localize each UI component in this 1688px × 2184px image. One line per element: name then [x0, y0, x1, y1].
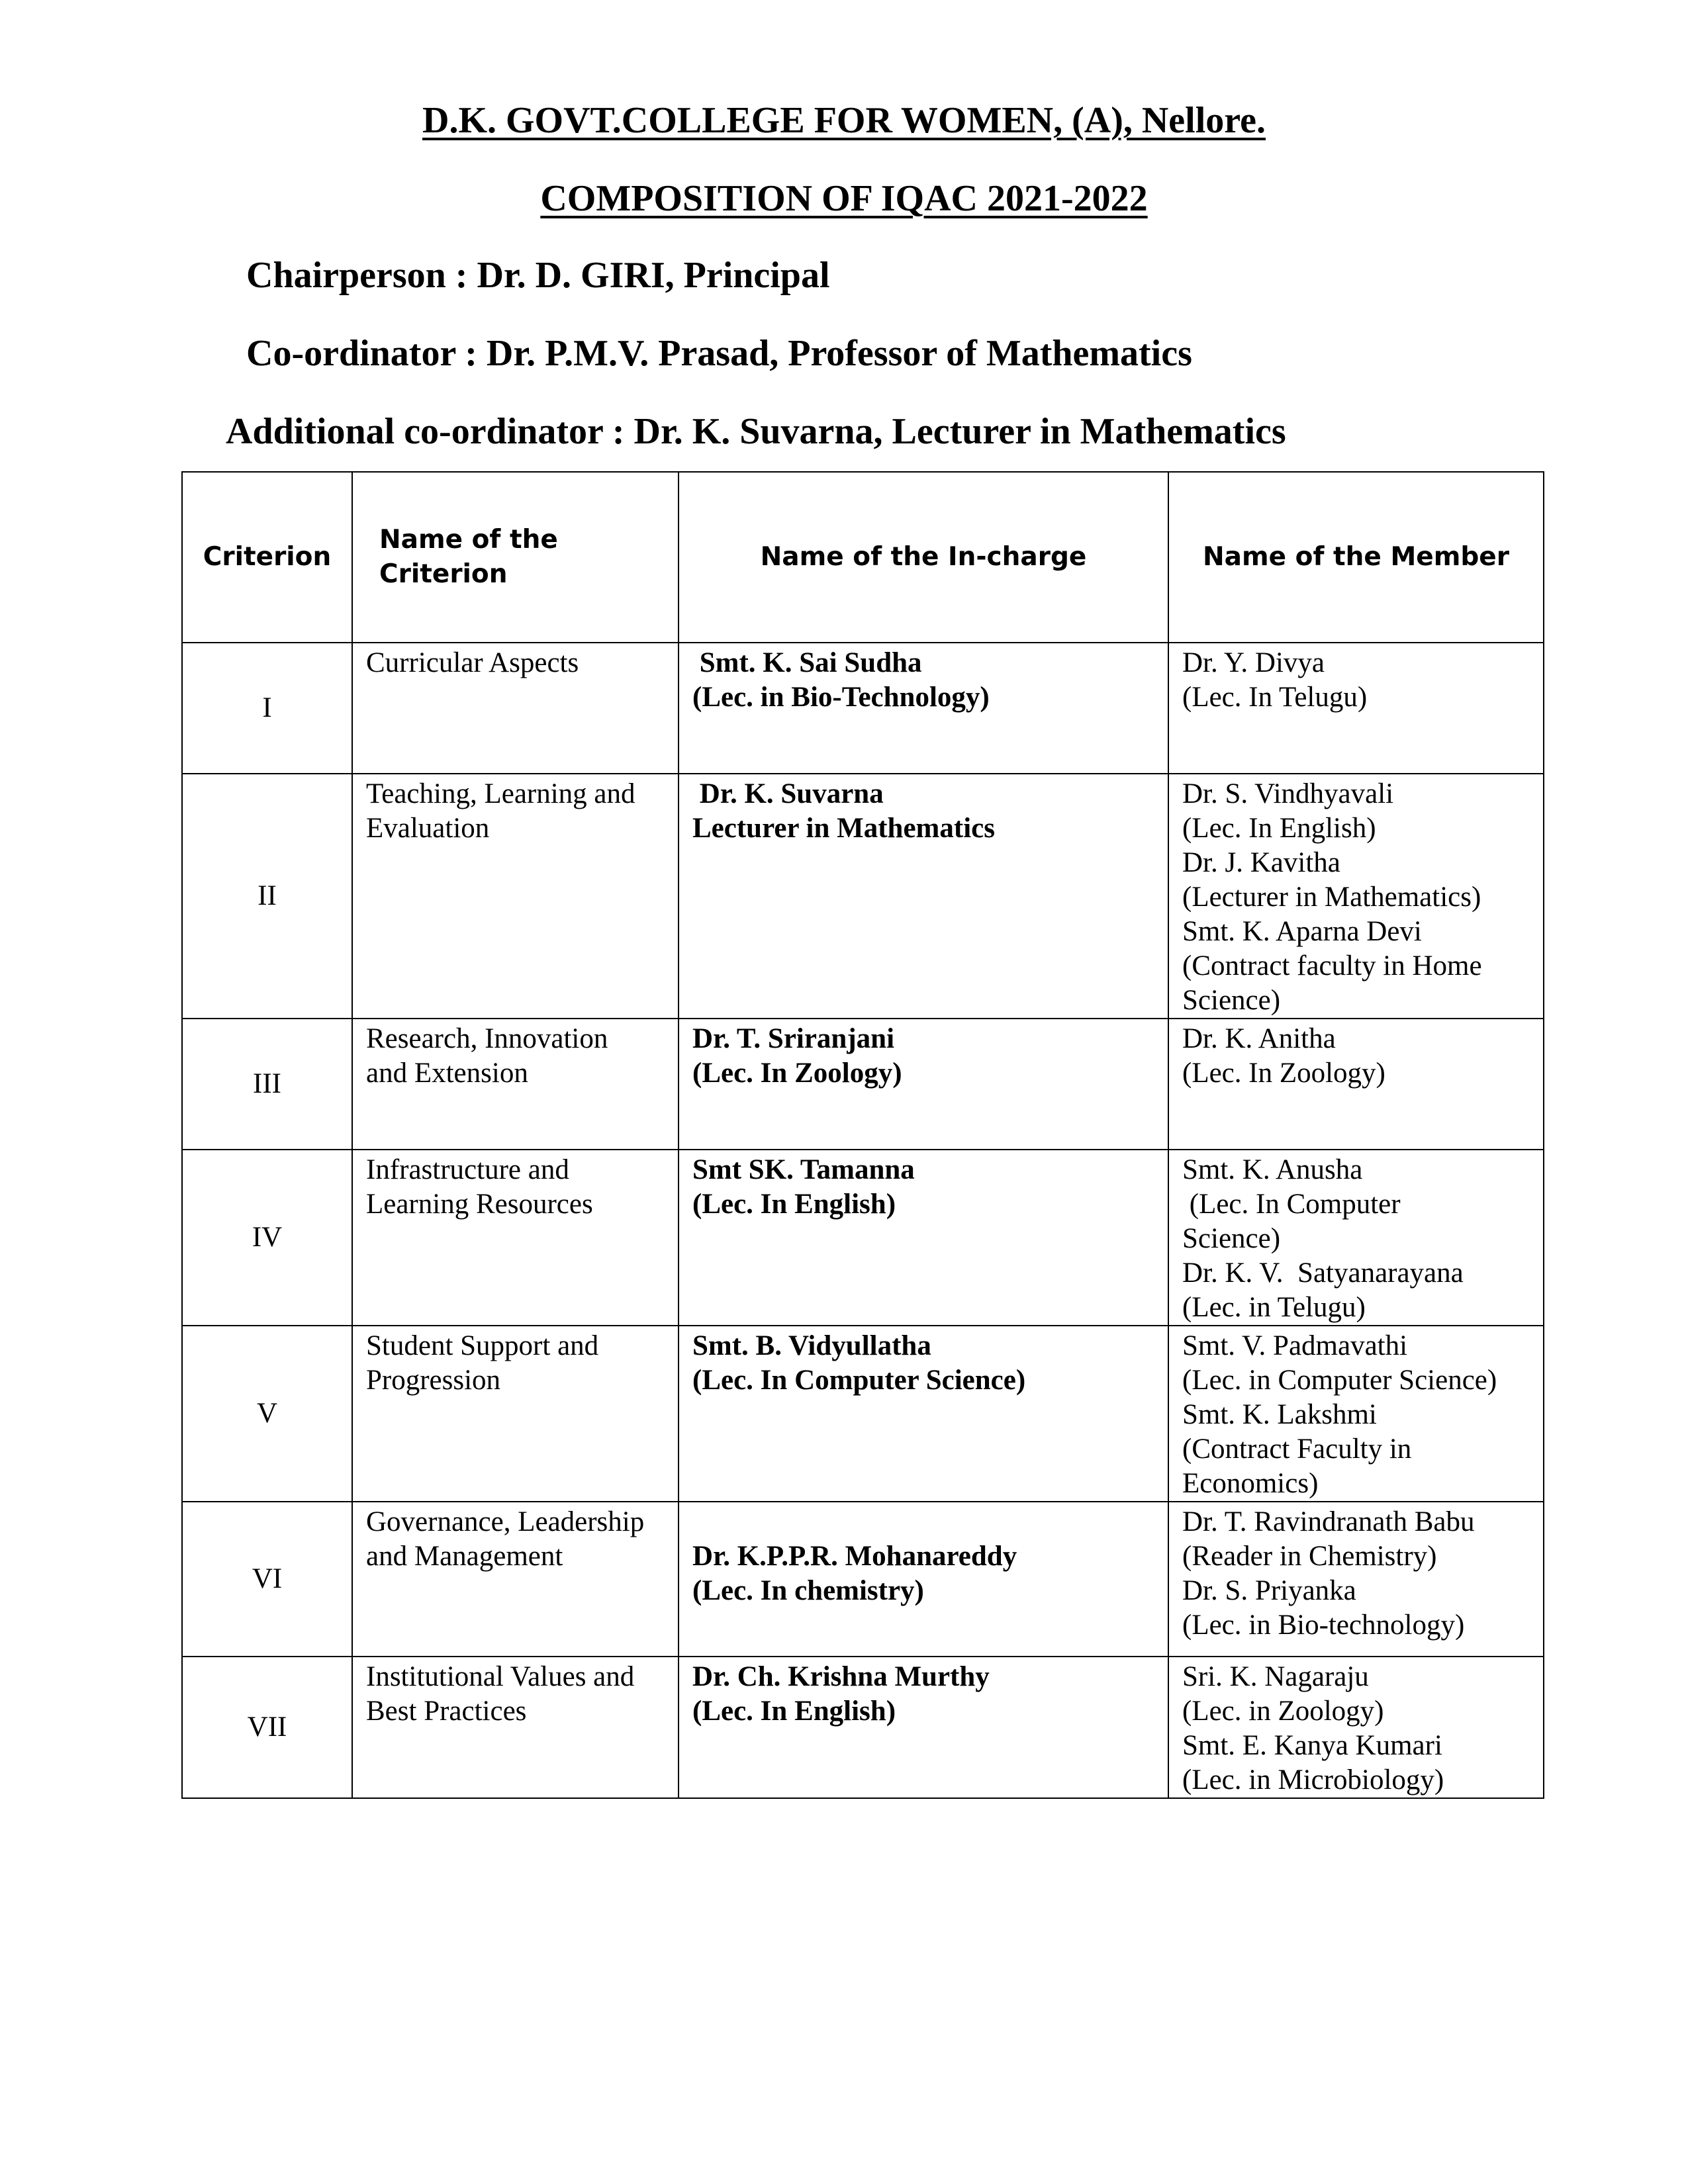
member-names-cell	[1168, 1657, 1544, 1798]
member-names-cell	[1168, 1150, 1544, 1326]
criterion-number: VI	[182, 1502, 352, 1657]
incharge-name-cell	[679, 1326, 1168, 1502]
column-header-criterion: Criterion	[182, 472, 352, 643]
member-names-line: Dr. K. Anitha	[1182, 1023, 1336, 1054]
criterion-number: III	[182, 1019, 352, 1150]
criterion-name-cell	[352, 774, 679, 1019]
incharge-name-line: Smt SK. Tamanna	[692, 1154, 915, 1185]
criterion-name-line: Governance, Leadership	[366, 1506, 645, 1537]
coordinator-line: Co-ordinator : Dr. P.M.V. Prasad, Professor of Mathematics	[246, 333, 1192, 374]
member-names-line: Science)	[1182, 985, 1281, 1016]
criterion-name-line: and Extension	[366, 1058, 528, 1089]
criterion-number: II	[182, 774, 352, 1019]
criterion-name-line: Curricular Aspects	[366, 647, 579, 678]
criterion-number: VII	[182, 1657, 352, 1798]
member-names-line: Smt. K. Anusha	[1182, 1154, 1363, 1185]
chairperson-line: Chairperson : Dr. D. GIRI, Principal	[246, 255, 830, 296]
column-header-incharge: Name of the In-charge	[679, 472, 1168, 643]
table-row	[182, 1657, 1544, 1798]
criterion-name-line: Progression	[366, 1365, 501, 1396]
member-names-line: Smt. K. Lakshmi	[1182, 1399, 1377, 1430]
member-names-line: Sri. K. Nagaraju	[1182, 1661, 1369, 1692]
criterion-name-cell	[352, 1019, 679, 1150]
incharge-name-cell	[679, 643, 1168, 774]
incharge-name-line: (Lec. In Zoology)	[692, 1058, 902, 1089]
criterion-number: IV	[182, 1150, 352, 1326]
member-names-cell	[1168, 1019, 1544, 1150]
criterion-number: I	[182, 643, 352, 774]
member-names-line: (Lec. in Telugu)	[1182, 1292, 1366, 1323]
incharge-name-cell	[679, 1150, 1168, 1326]
member-names-cell	[1168, 1502, 1544, 1657]
column-header-criterion-name: Name of the Criterion	[352, 472, 679, 643]
member-names-line: Economics)	[1182, 1468, 1319, 1499]
member-names-line: Science)	[1182, 1223, 1281, 1254]
incharge-name-line	[692, 1505, 1154, 1539]
incharge-name-line: Smt. B. Vidyullatha	[692, 1330, 931, 1361]
table-row	[182, 774, 1544, 1019]
member-names-line: (Lec. in Microbiology)	[1182, 1764, 1444, 1796]
incharge-name-line: Smt. K. Sai Sudha	[692, 647, 922, 678]
iqac-composition-table	[181, 471, 1544, 1799]
criterion-name-line: Institutional Values and	[366, 1661, 635, 1692]
member-names-line: (Lec. In Telugu)	[1182, 682, 1368, 713]
member-names-line: Dr. K. V. Satyanarayana	[1182, 1257, 1464, 1289]
incharge-name-cell	[679, 1019, 1168, 1150]
member-names-line: (Contract faculty in Home	[1182, 950, 1482, 981]
criterion-name-line: Student Support and	[366, 1330, 599, 1361]
member-names-cell	[1168, 1326, 1544, 1502]
table-row	[182, 1502, 1544, 1657]
incharge-name-line: (Lec. In English)	[692, 1696, 896, 1727]
incharge-name-cell	[679, 774, 1168, 1019]
member-names-line: (Lec. In English)	[1182, 813, 1376, 844]
incharge-name-cell	[679, 1502, 1168, 1657]
member-names-cell	[1168, 774, 1544, 1019]
member-names-line: Dr. S. Vindhyavali	[1182, 778, 1394, 809]
criterion-name-line: Research, Innovation	[366, 1023, 608, 1054]
additional-coordinator-line: Additional co-ordinator : Dr. K. Suvarna, Lecturer in Mathematics	[226, 411, 1286, 452]
member-names-line: (Lec. In Zoology)	[1182, 1058, 1385, 1089]
criterion-name-cell	[352, 1326, 679, 1502]
college-title: D.K. GOVT.COLLEGE FOR WOMEN, (A), Nellore.	[422, 100, 1266, 141]
member-names-line: Smt. E. Kanya Kumari	[1182, 1730, 1442, 1761]
incharge-name-line: Lecturer in Mathematics	[692, 813, 995, 844]
criterion-name-line: Best Practices	[366, 1696, 527, 1727]
incharge-name-line: (Lec. In English)	[692, 1189, 896, 1220]
table-row	[182, 643, 1544, 774]
criterion-name-cell	[352, 643, 679, 774]
member-names-line: Dr. Y. Divya	[1182, 647, 1325, 678]
criterion-name-line: Learning Resources	[366, 1189, 593, 1220]
table-header-row	[182, 472, 1544, 643]
member-names-cell	[1168, 643, 1544, 774]
member-names-line: Dr. J. Kavitha	[1182, 847, 1340, 878]
member-names-line: Dr. T. Ravindranath Babu	[1182, 1506, 1475, 1537]
table-body	[182, 643, 1544, 1798]
incharge-name-line: (Lec. In chemistry)	[692, 1575, 924, 1606]
table-row	[182, 1019, 1544, 1150]
member-names-line: (Reader in Chemistry)	[1182, 1541, 1437, 1572]
document-title: COMPOSITION OF IQAC 2021-2022	[540, 178, 1148, 219]
member-names-line: (Lec. in Bio-technology)	[1182, 1610, 1465, 1641]
incharge-name-line: (Lec. in Bio-Technology)	[692, 682, 990, 713]
member-names-line: (Lecturer in Mathematics)	[1182, 882, 1481, 913]
criterion-name-line: Evaluation	[366, 813, 490, 844]
member-names-line: Smt. K. Aparna Devi	[1182, 916, 1422, 947]
criterion-name-line: and Management	[366, 1541, 563, 1572]
incharge-name-line: Dr. T. Sriranjani	[692, 1023, 895, 1054]
criterion-name-cell	[352, 1150, 679, 1326]
member-names-line: (Lec. in Computer Science)	[1182, 1365, 1497, 1396]
member-names-line: Smt. V. Padmavathi	[1182, 1330, 1408, 1361]
criterion-name-line: Infrastructure and	[366, 1154, 569, 1185]
incharge-name-line: Dr. K. Suvarna	[692, 778, 884, 809]
criterion-name-line: Teaching, Learning and	[366, 778, 635, 809]
table-row	[182, 1326, 1544, 1502]
member-names-line: (Contract Faculty in	[1182, 1433, 1412, 1465]
incharge-name-cell	[679, 1657, 1168, 1798]
criterion-name-cell	[352, 1657, 679, 1798]
criterion-name-cell	[352, 1502, 679, 1657]
member-names-line: (Lec. in Zoology)	[1182, 1696, 1384, 1727]
incharge-name-line: Dr. K.P.P.R. Mohanareddy	[692, 1541, 1017, 1572]
incharge-name-line: (Lec. In Computer Science)	[692, 1365, 1026, 1396]
table-row	[182, 1150, 1544, 1326]
criterion-number: V	[182, 1326, 352, 1502]
incharge-name-line: Dr. Ch. Krishna Murthy	[692, 1661, 990, 1692]
column-header-member: Name of the Member	[1168, 472, 1544, 643]
member-names-line: Dr. S. Priyanka	[1182, 1575, 1356, 1606]
member-names-line: (Lec. In Computer	[1182, 1189, 1401, 1220]
